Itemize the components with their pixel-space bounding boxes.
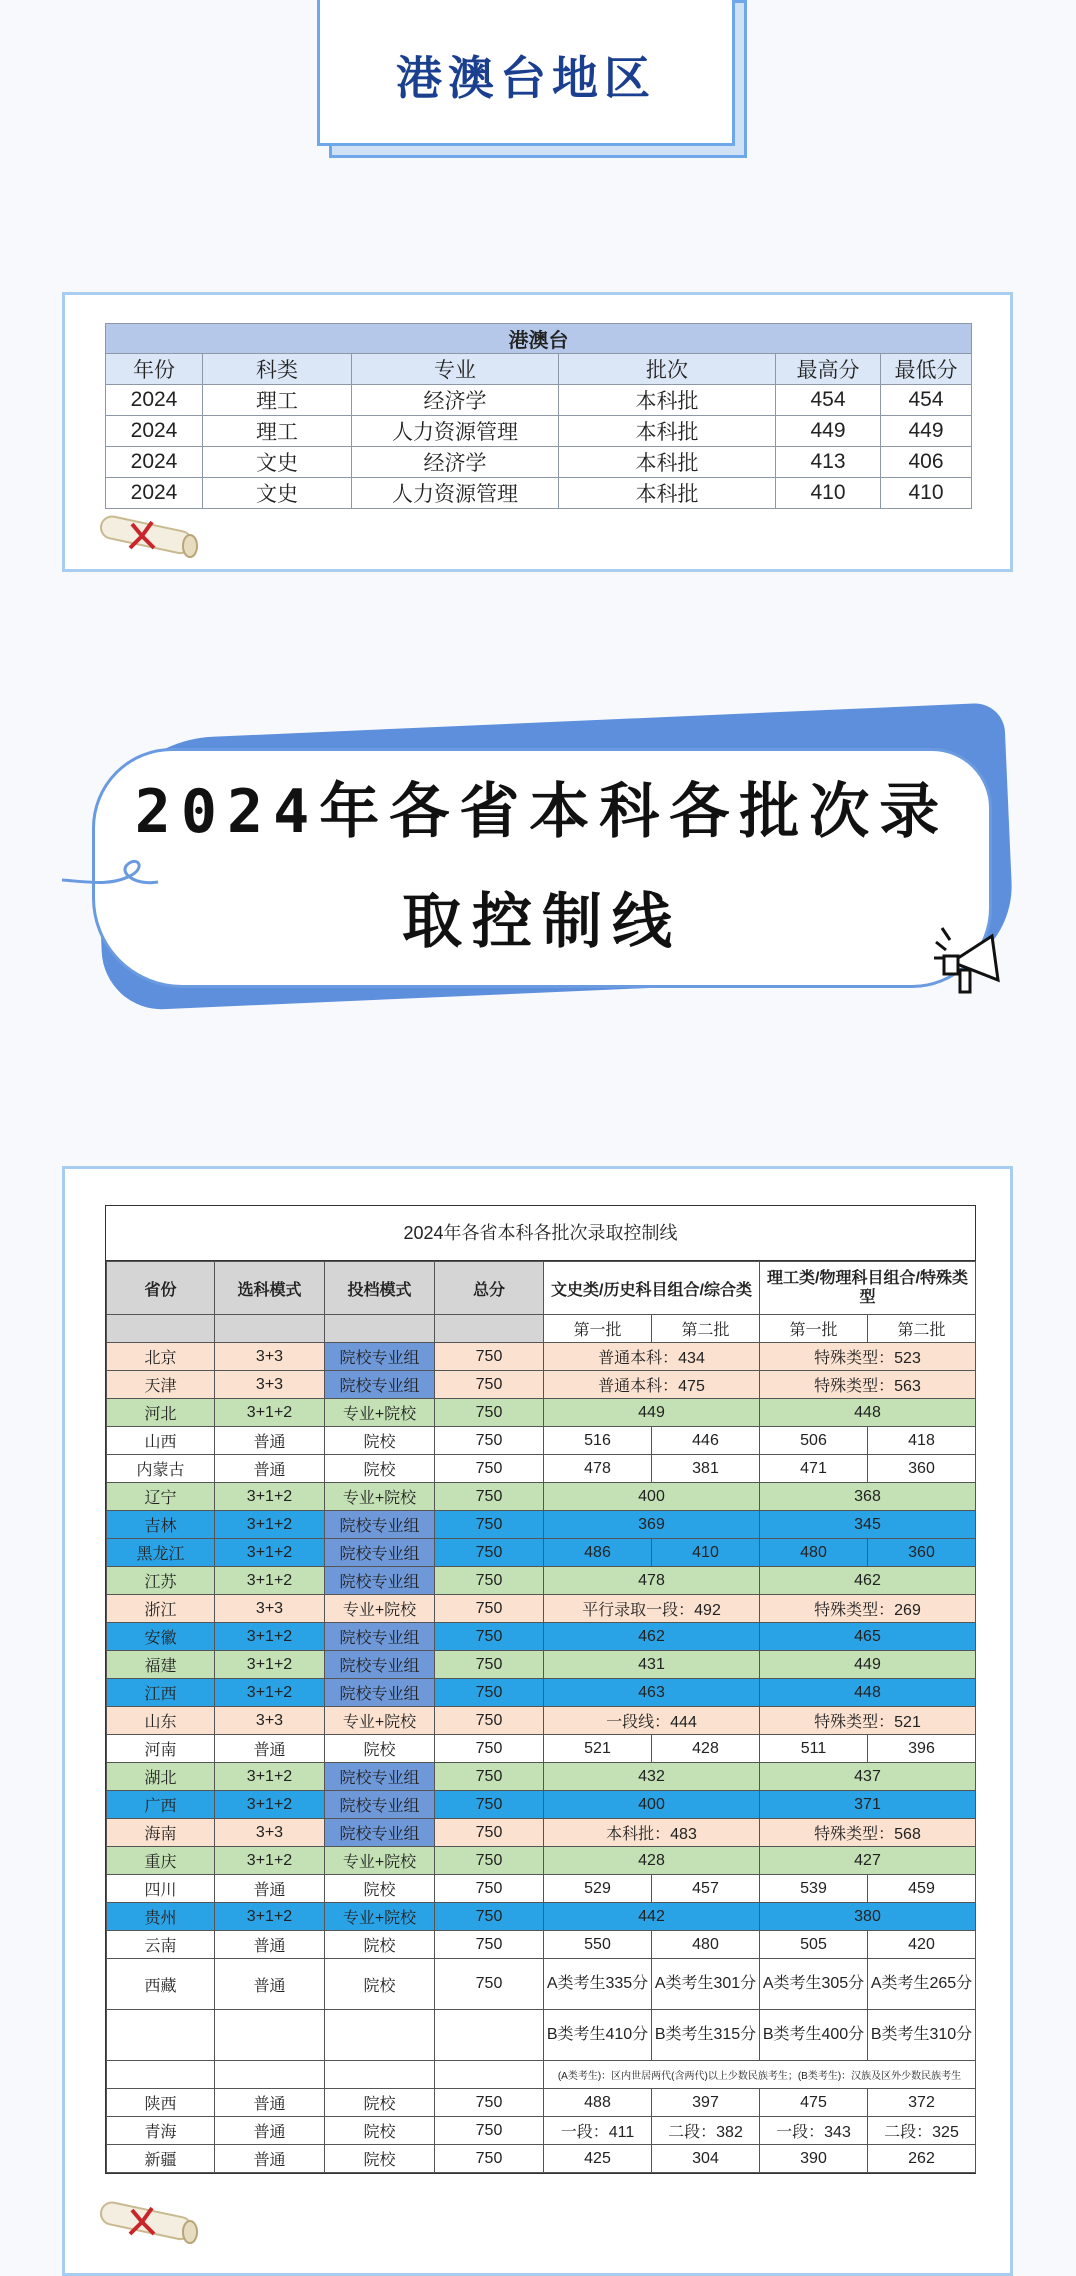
cell: 普通本科：434 [544,1343,760,1371]
cell: 院校 [325,1959,435,2010]
table-row [107,1875,976,1903]
cell: 普通 [215,1455,325,1483]
cell: 辽宁 [107,1483,215,1511]
cell: 449 [776,416,881,447]
cell: 北京 [107,1343,215,1371]
cell: 院校 [325,2145,435,2173]
cell: 2024 [106,385,203,416]
cell: 专业+院校 [325,1399,435,1427]
cell: 2024 [106,447,203,478]
cell: 750 [435,1735,544,1763]
cell: 普通 [215,1959,325,2010]
cell: 山东 [107,1707,215,1735]
cell: 普通 [215,1735,325,1763]
cell: 480 [652,1931,760,1959]
table-row [107,1511,976,1539]
section-title: 港澳台地区 [396,51,656,105]
col-header: 总分 [435,1262,544,1315]
cell: 750 [435,1707,544,1735]
cell: 750 [435,1819,544,1847]
cell: 462 [544,1623,760,1651]
cell: 天津 [107,1371,215,1399]
cell: 特殊类型：523 [760,1343,976,1371]
col-header: 批次 [559,354,776,385]
cell: 青海 [107,2117,215,2145]
cell: 广西 [107,1791,215,1819]
cell: 488 [544,2089,652,2117]
col-header: 年份 [106,354,203,385]
cell: 400 [544,1791,760,1819]
cell: 3+1+2 [215,1399,325,1427]
table-row [107,1819,976,1847]
cell: 428 [544,1847,760,1875]
cell: 262 [868,2145,976,2173]
table-row [107,1847,976,1875]
cell: 河南 [107,1735,215,1763]
cell: 二段：325 [868,2117,976,2145]
sub-header: 第二批 [652,1315,760,1343]
col-header: 省份 [107,1262,215,1315]
cell: 四川 [107,1875,215,1903]
cell: 406 [881,447,972,478]
cell: 人力资源管理 [352,478,559,509]
cell: 360 [868,1539,976,1567]
table-row [107,1595,976,1623]
cell: 一段线：444 [544,1707,760,1735]
cell: 3+3 [215,1371,325,1399]
col-header: 最高分 [776,354,881,385]
cell: 486 [544,1539,652,1567]
cell: 河北 [107,1399,215,1427]
cell: 750 [435,1651,544,1679]
cell: 普通 [215,2145,325,2173]
cell: 750 [435,2117,544,2145]
table-row [107,1735,976,1763]
cell: 475 [760,2089,868,2117]
cell: 特殊类型：563 [760,1371,976,1399]
cell: 特殊类型：568 [760,1819,976,1847]
cell: 345 [760,1511,976,1539]
cell: 院校专业组 [325,1679,435,1707]
cell: 369 [544,1511,760,1539]
sub-header: 第一批 [760,1315,868,1343]
table-row [107,1959,976,2010]
cell: 普通 [215,2089,325,2117]
banner-title-line2: 取控制线 [402,887,682,957]
cell: 410 [652,1539,760,1567]
cell: 陕西 [107,2089,215,2117]
cell: 750 [435,1399,544,1427]
cell: 750 [435,2089,544,2117]
cell: 2024 [106,478,203,509]
cell: 3+1+2 [215,1651,325,1679]
cell: 750 [435,1847,544,1875]
table-row [107,1651,976,1679]
cell: 371 [760,1791,976,1819]
cell: 457 [652,1875,760,1903]
cell: 西藏 [107,1959,215,2010]
cell: 安徽 [107,1623,215,1651]
banner-title-line1: 2024年各省本科各批次录 [134,777,950,847]
cell: 750 [435,1511,544,1539]
diploma-scroll-icon [92,2200,202,2244]
cell: 新疆 [107,2145,215,2173]
cell: 院校 [325,2117,435,2145]
cell: 750 [435,1483,544,1511]
cell: 449 [544,1399,760,1427]
cell: 专业+院校 [325,1483,435,1511]
cell: 3+1+2 [215,1903,325,1931]
table-row [107,2117,976,2145]
cell: 湖北 [107,1763,215,1791]
cell: 750 [435,1343,544,1371]
cell: 福建 [107,1651,215,1679]
cell: 院校专业组 [325,1511,435,1539]
cell: 425 [544,2145,652,2173]
col-header: 专业 [352,354,559,385]
cell: 511 [760,1735,868,1763]
cell: 本科批：483 [544,1819,760,1847]
cell: 本科批 [559,447,776,478]
table-row [107,1539,976,1567]
cell: 400 [544,1483,760,1511]
cell: 750 [435,1455,544,1483]
table-row [107,1343,976,1371]
table-row [107,1791,976,1819]
cell: 465 [760,1623,976,1651]
cell: 454 [881,385,972,416]
cell: 418 [868,1427,976,1455]
cell: 413 [776,447,881,478]
cell: B类考生410分 [544,2010,652,2061]
cell: 本科批 [559,416,776,447]
cell: 478 [544,1455,652,1483]
cell: 372 [868,2089,976,2117]
cell: 3+1+2 [215,1623,325,1651]
cell: 2024 [106,416,203,447]
cell: 黑龙江 [107,1539,215,1567]
cell: 经济学 [352,447,559,478]
cell: 特殊类型：521 [760,1707,976,1735]
cell: 3+1+2 [215,1679,325,1707]
section-header [317,0,735,146]
col-header: 选科模式 [215,1262,325,1315]
table-row [106,416,972,447]
hk-table [105,323,972,509]
title-banner [92,748,992,988]
cell: 446 [652,1427,760,1455]
cell: 463 [544,1679,760,1707]
cell: 院校 [325,1931,435,1959]
cell: 505 [760,1931,868,1959]
col-header: 投档模式 [325,1262,435,1315]
cell: 750 [435,1791,544,1819]
province-table-wrap [105,1205,976,2174]
cell: 750 [435,1763,544,1791]
cell: 3+1+2 [215,1539,325,1567]
cell: 539 [760,1875,868,1903]
cell: A类考生305分 [760,1959,868,2010]
table-row [107,1763,976,1791]
cell: 重庆 [107,1847,215,1875]
cell: 304 [652,2145,760,2173]
cell: 448 [760,1399,976,1427]
cell: 理工 [203,416,352,447]
cell: 院校 [325,1427,435,1455]
cell: 480 [760,1539,868,1567]
cell: 390 [760,2145,868,2173]
cell: 516 [544,1427,652,1455]
cell: 471 [760,1455,868,1483]
cell: B类考生315分 [652,2010,760,2061]
cell: 文史 [203,478,352,509]
cell: A类考生301分 [652,1959,760,2010]
province-table-title: 2024年各省本科各批次录取控制线 [106,1206,975,1261]
cell: 454 [776,385,881,416]
cell: B类考生310分 [868,2010,976,2061]
table-row [107,2061,976,2089]
cell: 普通本科：475 [544,1371,760,1399]
cell: 3+1+2 [215,1511,325,1539]
cell: 427 [760,1847,976,1875]
table-row [107,2010,976,2061]
sub-header: 第一批 [544,1315,652,1343]
cell: 本科批 [559,385,776,416]
cell: 396 [868,1735,976,1763]
cell: 云南 [107,1931,215,1959]
cell: 432 [544,1763,760,1791]
cell: 专业+院校 [325,1595,435,1623]
cell: 院校专业组 [325,1623,435,1651]
cell: 一段：411 [544,2117,652,2145]
cell: 普通 [215,1427,325,1455]
diploma-scroll-icon [92,514,202,558]
cell: 院校专业组 [325,1791,435,1819]
cell: B类考生400分 [760,2010,868,2061]
cell: 750 [435,1567,544,1595]
table-row [107,2089,976,2117]
cell: 750 [435,2145,544,2173]
cell: 专业+院校 [325,1707,435,1735]
table-row [107,1931,976,1959]
table-row [107,1567,976,1595]
cell: 750 [435,1539,544,1567]
sub-header: 第二批 [868,1315,976,1343]
hk-table-caption: 港澳台 [106,324,972,354]
cell: 二段：382 [652,2117,760,2145]
cell: 459 [868,1875,976,1903]
cell: 院校 [325,1455,435,1483]
cell: 院校专业组 [325,1819,435,1847]
cell: 431 [544,1651,760,1679]
cell: 院校 [325,2089,435,2117]
table-row [107,1483,976,1511]
cell: 3+1+2 [215,1483,325,1511]
cell: 380 [760,1903,976,1931]
cell: 3+1+2 [215,1847,325,1875]
cell: 特殊类型：269 [760,1595,976,1623]
cell: 750 [435,1427,544,1455]
cell: 本科批 [559,478,776,509]
cell: 397 [652,2089,760,2117]
cell: 750 [435,1623,544,1651]
col-header: 理工类/物理科目组合/特殊类型 [760,1262,976,1315]
cell: 428 [652,1735,760,1763]
cell: 449 [881,416,972,447]
cell: 410 [776,478,881,509]
cell: 院校专业组 [325,1651,435,1679]
cell: 理工 [203,385,352,416]
cell: 经济学 [352,385,559,416]
table-row [107,1903,976,1931]
cell: 449 [760,1651,976,1679]
cell: 750 [435,1903,544,1931]
cell: 750 [435,1371,544,1399]
cell: 普通 [215,1875,325,1903]
cell: 平行录取一段：492 [544,1595,760,1623]
cell: 3+1+2 [215,1567,325,1595]
cell: 山西 [107,1427,215,1455]
cell: 一段：343 [760,2117,868,2145]
cell: 普通 [215,2117,325,2145]
cell: 750 [435,1875,544,1903]
cell: A类考生335分 [544,1959,652,2010]
cell: 3+3 [215,1707,325,1735]
megaphone-icon [932,912,1012,1002]
table-row [106,385,972,416]
cell: 贵州 [107,1903,215,1931]
cell: 529 [544,1875,652,1903]
cell: 420 [868,1931,976,1959]
col-header: 文史类/历史科目组合/综合类 [544,1262,760,1315]
cell: 750 [435,1679,544,1707]
table-row [107,1399,976,1427]
cell: 专业+院校 [325,1903,435,1931]
cell: 750 [435,1595,544,1623]
table-row [106,478,972,509]
table-row [107,1427,976,1455]
col-header: 科类 [203,354,352,385]
table-row [107,1371,976,1399]
cell: 文史 [203,447,352,478]
table-row [107,1707,976,1735]
cell: 410 [881,478,972,509]
cell: 院校专业组 [325,1539,435,1567]
cell: 吉林 [107,1511,215,1539]
cell: 院校专业组 [325,1567,435,1595]
cell: 448 [760,1679,976,1707]
cell: 浙江 [107,1595,215,1623]
cell: 368 [760,1483,976,1511]
cell: 院校专业组 [325,1763,435,1791]
cell: 普通 [215,1931,325,1959]
cell: 750 [435,1959,544,2010]
cell: A类考生265分 [868,1959,976,2010]
cell: 江苏 [107,1567,215,1595]
table-row [107,1623,976,1651]
province-table [106,1261,976,2173]
cell: 海南 [107,1819,215,1847]
table-row [106,447,972,478]
cell: 442 [544,1903,760,1931]
table-row [107,1679,976,1707]
cell: 478 [544,1567,760,1595]
cell: 550 [544,1931,652,1959]
cell: 江西 [107,1679,215,1707]
col-header: 最低分 [881,354,972,385]
footnote: (A类考生)：区内世居两代(含两代)以上少数民族考生；(B类考生)：汉族及区外少数民族考生 [544,2061,976,2089]
cell: 3+1+2 [215,1763,325,1791]
cell: 人力资源管理 [352,416,559,447]
table-row [107,1455,976,1483]
cell: 3+1+2 [215,1791,325,1819]
cell: 院校专业组 [325,1371,435,1399]
cell: 院校专业组 [325,1343,435,1371]
cell: 360 [868,1455,976,1483]
cell: 381 [652,1455,760,1483]
swirl-icon [60,852,170,902]
cell: 3+3 [215,1819,325,1847]
cell: 内蒙古 [107,1455,215,1483]
table-row [107,2145,976,2173]
cell: 521 [544,1735,652,1763]
cell: 3+3 [215,1343,325,1371]
cell: 437 [760,1763,976,1791]
cell: 院校 [325,1875,435,1903]
cell: 3+3 [215,1595,325,1623]
cell: 750 [435,1931,544,1959]
cell: 院校 [325,1735,435,1763]
cell: 专业+院校 [325,1847,435,1875]
cell: 462 [760,1567,976,1595]
cell: 506 [760,1427,868,1455]
